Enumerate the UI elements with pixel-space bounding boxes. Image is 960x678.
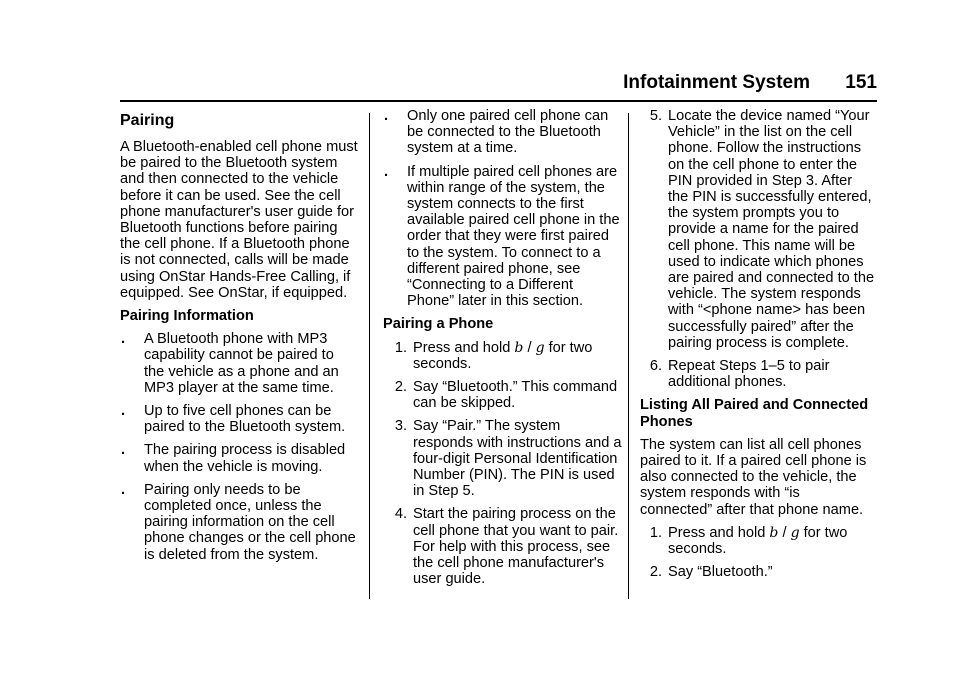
step-text-lead: Press and hold [413,339,511,356]
column-divider-1 [369,113,370,599]
step-number: 5. [649,108,662,124]
pairing-a-phone-heading: Pairing a Phone [383,316,494,333]
pairing-intro: A Bluetooth-enabled cell phone must be paired to the Bluetooth system and then connected to the vehicle before it can be used. See the cell phone manufacturer's user guide for Bluetooth functions before pairing the cell phone. If a Bluetooth phone is not connected, calls will be made using OnStar Hands-Free Calling, if equipped. See OnStar, if equipped. [120,139,358,301]
bullet-mark: . [384,163,389,180]
step-text-tail: for two seconds. [413,339,593,372]
step-number: 4. [394,506,407,523]
push-to-talk-icon: b [769,524,779,541]
page-header [0,72,877,100]
pairing-information-heading: Pairing Information [120,308,254,325]
bullet-item [120,442,358,474]
bullet-text: Only one paired cell phone can be connected to the Bluetooth system at a time. [407,108,609,157]
step-text: Start the pairing process on the cell phone that you want to pair. For help with this process, see the cell phone manufacturer's user guide. [413,506,619,588]
bullet-item [120,403,358,435]
bullet-item [120,482,358,563]
step-item [628,564,876,580]
bullet-mark: . [121,331,126,348]
bullet-mark: . [121,442,126,459]
step-text: Say “Pair.” The system responds with instructions and a four-digit Personal Identification Number (PIN). The PIN is used in Step 5. [413,418,622,500]
step-text: Locate the device named “Your Vehicle” in the list on the cell phone. Follow the instructions on the cell phone to enter the PIN provided in Step 3. After the PIN is successfully entered, the system prompts you to provide a name for the paired cell phone. This name will be used to indicate which phones are paired and connected to the vehicle. The system responds with “<phone name> has been successfully paired” after the pairing process is complete. [668,108,875,351]
step-number: 1. [394,339,407,356]
bullet-text: The pairing process is disabled when the vehicle is moving. [144,442,346,475]
step-item [383,506,623,587]
listing-phones-heading: Listing All Paired and Connected Phones [640,397,869,430]
step-item [383,379,623,411]
step-number: 2. [649,564,662,581]
listing-phones-paragraph: The system can list all cell phones paired to it. If a paired cell phone is also connected to the vehicle, the system responds with “is connected” after that phone name. [640,436,867,518]
bullet-mark: . [121,403,126,420]
voice-command-icon: g [790,524,800,541]
column-2 [383,108,623,594]
step-text: Say “Bluetooth.” [668,564,773,581]
step-text: Say “Bluetooth.” This command can be skipped. [413,379,618,412]
push-to-talk-icon: b [514,339,524,356]
section-title: Infotainment System [623,72,810,93]
bullet-text: If multiple paired cell phones are within range of the system, the system connects to the first available paired cell phone in the order that they were first paired to the system. To connect to a different paired phone, see “Connecting to a Different Phone” later in this section. [407,163,620,310]
step-number: 2. [394,379,407,396]
step-item [628,525,876,557]
step-item [628,108,876,351]
bullet-text: Pairing only needs to be completed once, unless the pairing information on the cell phone changes or the cell phone is deleted from the system. [144,481,356,563]
step-number: 3. [394,418,407,435]
bullet-text: A Bluetooth phone with MP3 capability cannot be paired to the vehicle as a phone and an MP3 player at the same time. [144,331,339,396]
step-number: 6. [649,358,662,375]
step-text-tail: for two seconds. [668,524,848,558]
step-item [628,358,876,390]
bullet-text: Up to five cell phones can be paired to the Bluetooth system. [144,403,346,436]
pairing-heading: Pairing [120,112,175,129]
bullet-mark: . [121,481,126,498]
icon-separator: / [778,524,791,541]
step-number: 1. [649,524,662,541]
bullet-item [120,331,358,396]
bullet-item [383,164,623,310]
column-1 [120,108,358,570]
bullet-mark: . [384,108,389,124]
column-3 [628,108,876,587]
header-rule [120,100,877,102]
step-item [383,340,623,372]
step-text-lead: Press and hold [668,524,766,541]
step-item [383,418,623,499]
bullet-item [383,108,623,157]
icon-separator: / [523,339,536,356]
voice-command-icon: g [535,339,545,356]
step-text: Repeat Steps 1–5 to pair additional phones. [668,358,830,391]
page-number: 151 [845,72,877,93]
